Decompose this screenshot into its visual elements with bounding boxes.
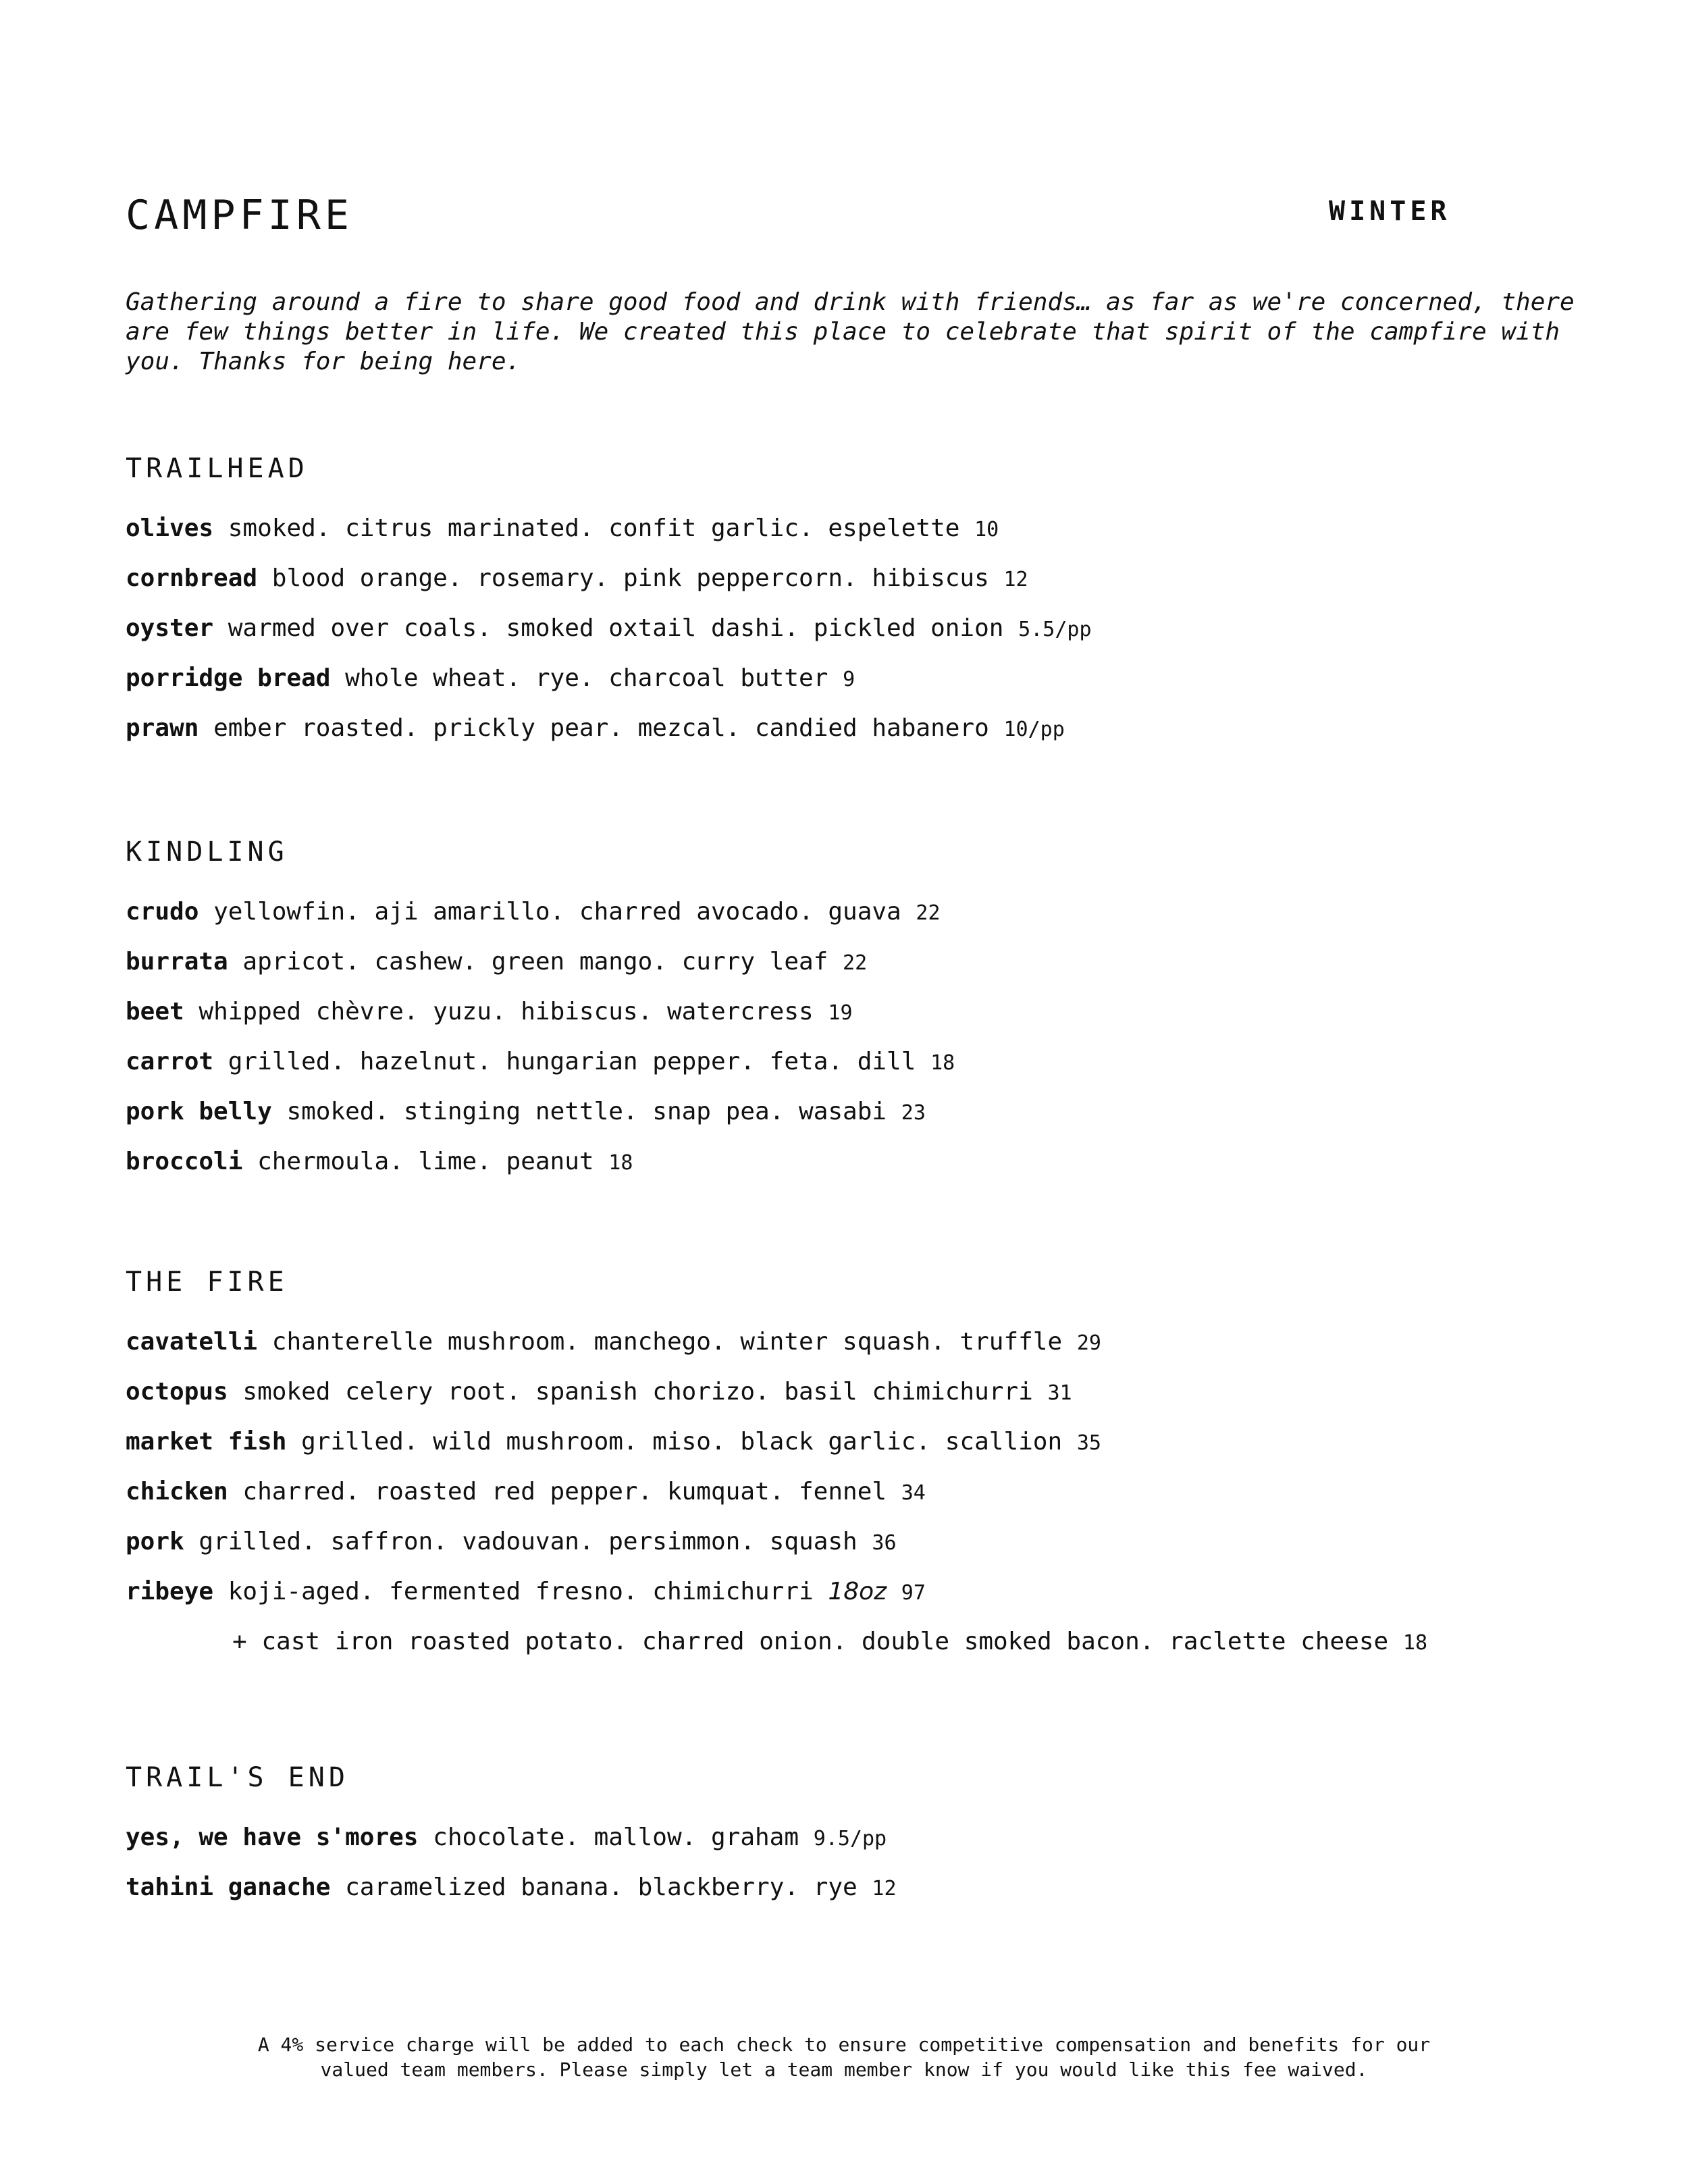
footer-line-1: A 4% service charge will be added to each check to ensure competitive compensation and benefits for our — [257, 2033, 1431, 2056]
addon-price: 18 — [1402, 1631, 1428, 1655]
item-name: pork — [126, 1528, 184, 1555]
menu-item — [126, 1379, 1611, 1429]
item-name: beet — [126, 998, 184, 1026]
item-name: pork belly — [126, 1098, 272, 1125]
item-description: chanterelle mushroom. manchego. winter squash. truffle — [271, 1328, 1063, 1356]
item-description: smoked. citrus marinated. confit garlic. espelette — [228, 514, 960, 542]
item-description: charred. roasted red pepper. kumquat. fennel — [242, 1478, 887, 1506]
item-name: tahini ganache — [126, 1873, 331, 1901]
menu-item — [126, 949, 1611, 998]
item-name: broccoli — [126, 1148, 243, 1175]
item-price: 18 — [608, 1151, 633, 1175]
menu-item — [126, 1148, 1611, 1198]
item-description: grilled. wild mushroom. miso. black garlic. scallion — [301, 1428, 1063, 1456]
menu-item — [126, 1048, 1611, 1098]
item-size: 18oz — [828, 1578, 887, 1605]
item-description: smoked. stinging nettle. snap pea. wasabi — [286, 1098, 887, 1125]
item-price: 10 — [974, 518, 999, 541]
item-price: 9 — [843, 668, 855, 691]
menu-item — [126, 1874, 1611, 1924]
section-trails-end — [126, 1761, 1611, 1924]
item-name: market fish — [126, 1428, 287, 1456]
item-description: grilled. saffron. vadouvan. persimmon. squash — [199, 1528, 858, 1555]
item-description: warmed over coals. smoked oxtail dashi. pickled onion — [228, 614, 1004, 642]
section-title: THE FIRE — [126, 1267, 288, 1298]
item-price: 29 — [1076, 1331, 1101, 1355]
item-name: ribeye — [126, 1578, 214, 1605]
menu-item — [126, 1479, 1611, 1528]
item-description: yellowfin. aji amarillo. charred avocado. guava — [213, 898, 901, 926]
item-description: chermoula. lime. peanut — [257, 1148, 594, 1175]
item-price: 10/pp — [1003, 718, 1065, 741]
item-description: smoked celery root. spanish chorizo. basil chimichurri — [242, 1378, 1033, 1406]
menu-item — [126, 1329, 1611, 1379]
item-name: prawn — [126, 714, 199, 742]
section-kindling — [126, 835, 1611, 1198]
item-description: ember roasted. prickly pear. mezcal. candied habanero — [213, 714, 989, 742]
service-charge-note — [169, 2032, 1519, 2082]
item-price: 35 — [1076, 1431, 1101, 1455]
item-name: crudo — [126, 898, 199, 926]
item-description: grilled. hazelnut. hungarian pepper. feta. dill — [228, 1048, 916, 1075]
menu-item — [126, 1528, 1611, 1578]
menu-item — [126, 515, 1611, 565]
section-title: TRAIL'S END — [126, 1762, 349, 1793]
section-trailhead — [126, 452, 1611, 765]
item-description: apricot. cashew. green mango. curry leaf — [242, 948, 828, 976]
item-price: 31 — [1047, 1381, 1072, 1405]
item-price: 23 — [901, 1101, 926, 1125]
item-price: 22 — [843, 951, 868, 975]
menu-item — [126, 899, 1611, 949]
item-price: 97 — [901, 1581, 926, 1605]
item-name: carrot — [126, 1048, 214, 1075]
item-price: 22 — [916, 901, 941, 925]
item-price: 18 — [930, 1051, 955, 1075]
item-description: blood orange. rosemary. pink peppercorn. hibiscus — [271, 564, 989, 592]
item-price: 12 — [872, 1877, 897, 1900]
section-title: TRAILHEAD — [126, 453, 309, 484]
menu-item — [126, 615, 1611, 665]
item-description: caramelized banana. blackberry. rye — [345, 1873, 858, 1901]
item-price: 19 — [828, 1001, 853, 1025]
menu-item — [126, 1578, 1611, 1628]
menu-item — [126, 665, 1611, 715]
menu-item — [126, 998, 1611, 1048]
item-price: 36 — [872, 1531, 897, 1555]
section-title: KINDLING — [126, 836, 288, 868]
menu-item — [126, 1098, 1611, 1148]
item-name: burrata — [126, 948, 228, 976]
item-name: cornbread — [126, 564, 258, 592]
item-name: olives — [126, 514, 214, 542]
menu-addon — [232, 1628, 1611, 1678]
menu-item — [126, 1429, 1611, 1479]
intro-text: Gathering around a fire to share good food and drink with friends… as far as we're concerned, there are few things better in life. We created this place to celebrate that spirit of the campfire with you. Thanks for being here. — [126, 288, 1575, 375]
footer-line-2: valued team members. Please simply let a team member know if you would like this fee waived. — [320, 2058, 1368, 2081]
restaurant-title: CAMPFIRE — [126, 192, 353, 239]
item-description: koji-aged. fermented fresno. chimichurri — [228, 1578, 814, 1605]
item-name: oyster — [126, 614, 214, 642]
menu-item — [126, 1824, 1611, 1874]
item-name: chicken — [126, 1478, 228, 1506]
item-description: whipped chèvre. yuzu. hibiscus. watercress — [199, 998, 814, 1026]
menu-item — [126, 565, 1611, 615]
item-price: 5.5/pp — [1018, 618, 1092, 641]
section-the-fire — [126, 1265, 1611, 1678]
item-name: cavatelli — [126, 1328, 258, 1356]
item-name: yes, we have s'mores — [126, 1823, 419, 1851]
season-label: WINTER — [1329, 196, 1451, 227]
item-description: chocolate. mallow. graham — [433, 1823, 799, 1851]
item-name: octopus — [126, 1378, 228, 1406]
item-price: 12 — [1003, 568, 1028, 591]
item-price: 9.5/pp — [813, 1827, 887, 1850]
item-name: porridge bread — [126, 664, 331, 692]
item-price: 34 — [901, 1481, 926, 1505]
addon-description: + cast iron roasted potato. charred onion. double smoked bacon. raclette cheese — [232, 1628, 1389, 1655]
item-description: whole wheat. rye. charcoal butter — [345, 664, 828, 692]
menu-item — [126, 715, 1611, 765]
